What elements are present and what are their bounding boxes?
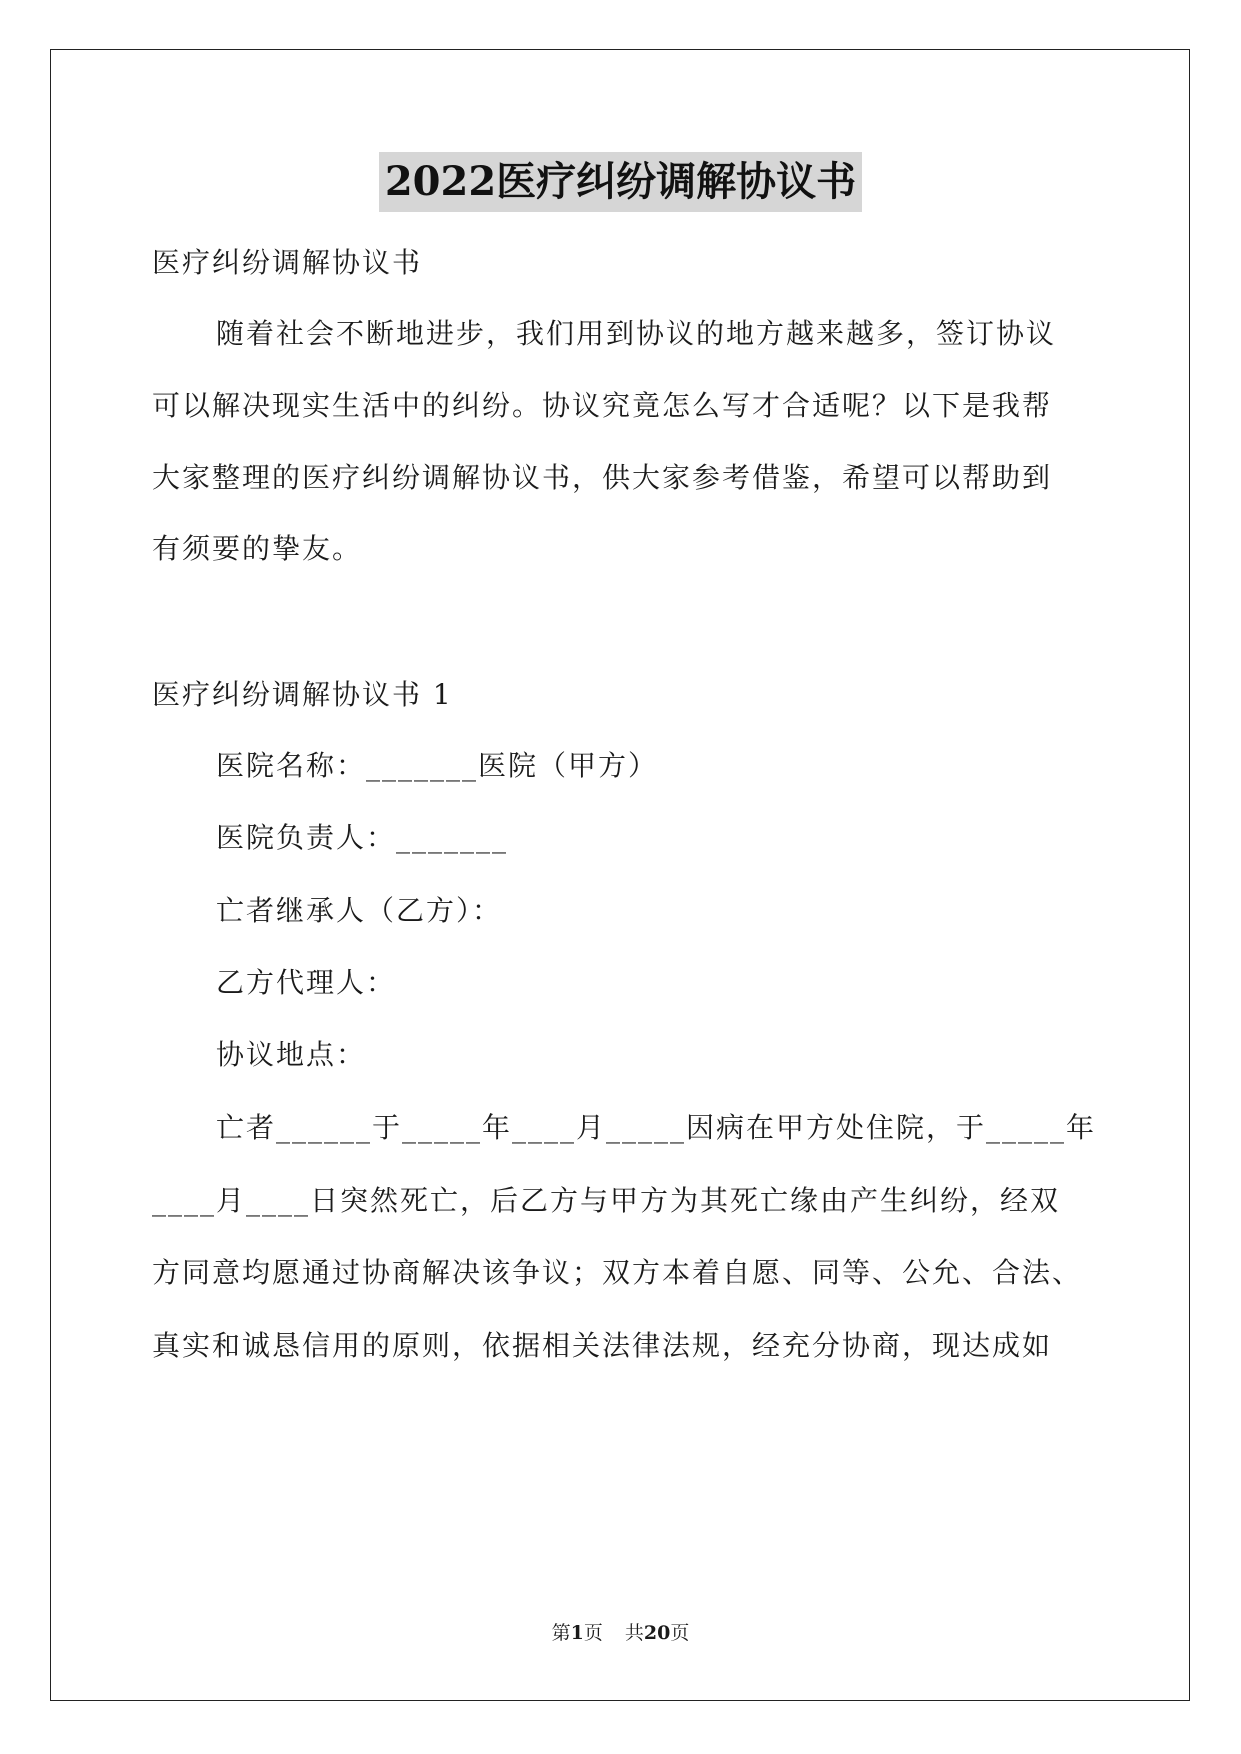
footer-total-pages: 20 [643, 1622, 671, 1644]
field-hospital-name: 医院名称：_______医院（甲方） [216, 749, 659, 782]
footer-total-prefix: 共 [624, 1622, 644, 1644]
field-agent: 乙方代理人： [216, 966, 397, 999]
footer-page-number: 1 [570, 1622, 584, 1644]
field-place: 协议地点： [216, 1038, 367, 1071]
body-paragraph-line: ____月____日突然死亡，后乙方与甲方为其死亡缘由产生纠纷，经双 [152, 1184, 1061, 1217]
intro-heading: 医疗纠纷调解协议书 [152, 246, 423, 279]
field-hospital-head: 医院负责人：_______ [216, 821, 509, 854]
body-paragraph-line: 方同意均愿通过协商解决该争议；双方本着自愿、同等、公允、合法、 [152, 1256, 1083, 1289]
page-footer [0, 1620, 1241, 1646]
intro-paragraph-line: 有须要的挚友。 [152, 532, 363, 565]
field-heir: 亡者继承人（乙方）： [216, 894, 503, 927]
page-border [50, 49, 1190, 1701]
footer-page-prefix: 第 [551, 1622, 571, 1644]
intro-paragraph-line: 可以解决现实生活中的纠纷。协议究竟怎么写才合适呢？以下是我帮 [152, 389, 1053, 422]
body-paragraph-line: 亡者______于_____年____月_____因病在甲方处住院，于_____年 [216, 1111, 1097, 1144]
intro-paragraph-line: 大家整理的医疗纠纷调解协议书，供大家参考借鉴，希望可以帮助到 [152, 461, 1053, 494]
footer-total-suffix: 页 [670, 1622, 690, 1644]
document-title: 2022医疗纠纷调解协议书 [379, 152, 862, 212]
intro-paragraph-line: 随着社会不断地进步，我们用到协议的地方越来越多，签订协议 [216, 317, 1057, 350]
section-heading: 医疗纠纷调解协议书 1 [152, 678, 453, 711]
body-paragraph-line: 真实和诚恳信用的原则，依据相关法律法规，经充分协商，现达成如 [152, 1329, 1053, 1362]
footer-page-suffix: 页 [583, 1622, 603, 1644]
document-title-container [0, 152, 1241, 212]
